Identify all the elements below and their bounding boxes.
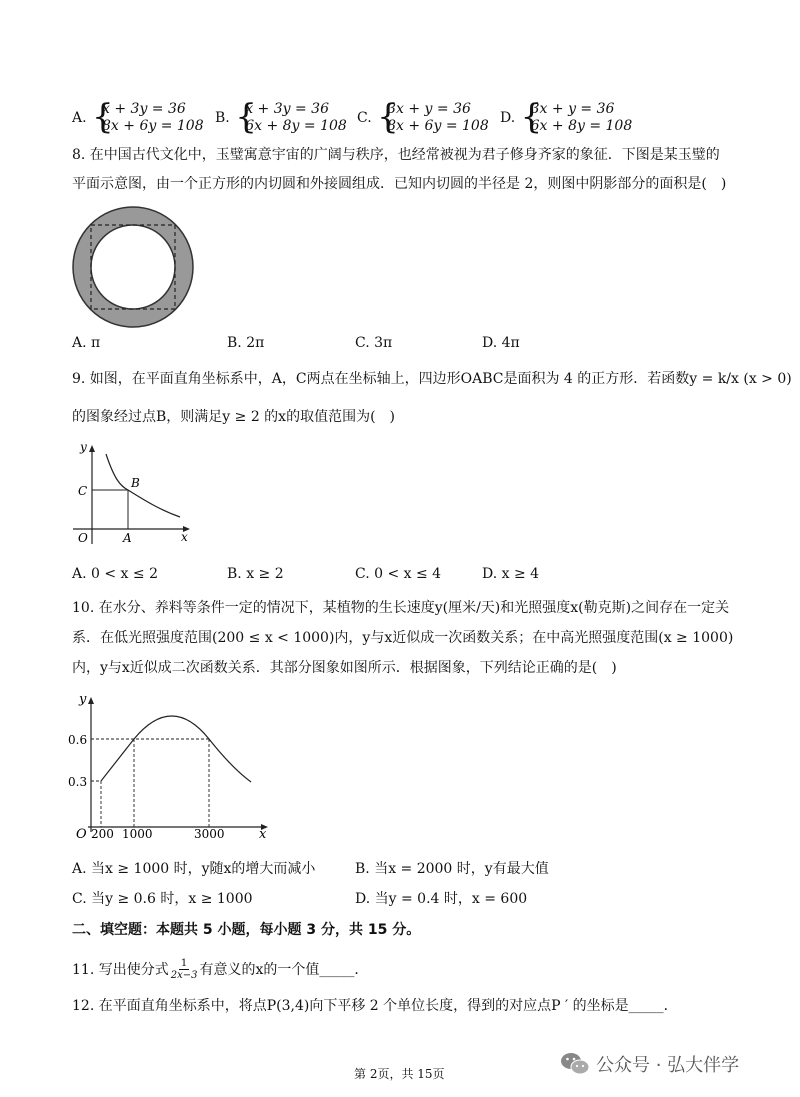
parabola-curve [134,716,251,782]
q10-option-c: C. 当y ≥ 0.6 时，x ≥ 1000 [72,891,253,907]
y-tick-03: 0.3 [68,775,88,789]
y-tick-06: 0.6 [68,733,88,747]
x-tick-200: 200 [91,827,114,840]
q9-stem-line2: 的图象经过点B，则满足y ≥ 2 的x的取值范围为( ) [72,409,396,425]
q9-graph [70,440,195,548]
jade-disc-figure [68,202,200,332]
point-a-label: A [123,531,132,545]
q10-graph [68,690,278,840]
q10-option-d: D. 当y = 0.4 时，x = 600 [355,891,528,907]
q10-stem-line2: 系．在低光照强度范围(200 ≤ x < 1000)内，y与x近似成一次函数关系；在中高光照强度范围(x ≥ 1000) [72,630,734,646]
q11 [72,958,368,981]
page-footer: 第 2页，共 15页 [354,1067,445,1081]
q8-stem-line1: 8. 在中国古代文化中，玉璧寓意宇宙的广阔与秩序，也经常被视为君子修身齐家的象征．下图是某玉璧的 [72,147,720,163]
section2-title: 二、填空题：本题共 5 小题，每小题 3 分，共 15 分。 [72,922,421,938]
equation-system: { 3x + y = 36 8x + 6y = 108 [377,101,489,135]
point-b-label: B [131,476,140,490]
q8-option-b: B. 2π [227,335,265,351]
y-label: y [80,440,87,454]
x-tick-3000: 3000 [194,827,225,840]
linear-segment [101,739,134,781]
inner-circle [91,225,175,309]
y-axis-arrow [89,445,95,452]
y-axis-arrow [88,697,94,704]
q9-option-c: C. 0 < x ≤ 4 [355,566,442,582]
x-label: x [181,530,188,544]
q8-option-c: C. 3π [355,335,393,351]
q10-option-a: A. 当x ≥ 1000 时，y随x的增大而减小 [72,861,316,877]
q7-option-c: C. { 3x + y = 36 8x + 6y = 108 [357,101,489,135]
q8-stem-line2: 平面示意图，由一个正方形的内切圆和外接圆组成．已知内切圆的半径是 2，则图中阴影部分的面积是( ) [72,176,727,192]
equation-system: { 3x + y = 36 6x + 8y = 108 [521,101,633,135]
q7-option-b: B. { x + 3y = 36 6x + 8y = 108 [215,101,347,135]
x-label: x [259,827,267,840]
q9-option-d: D. x ≥ 4 [482,566,540,582]
q9-option-b: B. x ≥ 2 [227,566,284,582]
origin-label: O [76,827,87,840]
q8-option-a: A. π [72,335,101,351]
equation-system: { x + 3y = 36 6x + 8y = 108 [235,101,347,135]
square-oabc [92,490,128,529]
hyperbola-curve [106,454,180,517]
q7-option-d: D. { 3x + y = 36 6x + 8y = 108 [500,101,632,135]
q9-stem-line1: 9. 如图，在平面直角坐标系中，A，C两点在坐标轴上，四边形OABC是面积为 4 的正方形．若函数y = k/x (x > 0) [72,371,792,387]
wechat-icon [560,1051,590,1077]
equation-system: { x + 3y = 36 8x + 6y = 108 [92,101,204,135]
q11-text-after: 有意义的x的一个值_____． [199,961,369,978]
q7-option-a: A. { x + 3y = 36 8x + 6y = 108 [72,101,204,135]
x-tick-1000: 1000 [122,827,153,840]
q11-fraction [171,958,198,981]
watermark-text: 公众号 · 弘大伴学 [596,1055,740,1076]
y-label: y [79,692,87,707]
q11-text-before: 11. 写出使分式 [72,961,169,978]
watermark [560,1051,739,1077]
fraction-numerator: 1 [180,958,188,969]
q8-option-d: D. 4π [482,335,520,351]
q9-option-a: A. 0 < x ≤ 2 [72,566,158,582]
origin-label: O [78,531,88,545]
fraction-denominator: 2x−3 [170,970,198,981]
q10-stem-line1: 10. 在水分、养料等条件一定的情况下，某植物的生长速度y(厘米/天)和光照强度x(勒克斯)之间存在一定关 [72,600,730,616]
q12: 12. 在平面直角坐标系中，将点P(3,4)向下平移 2 个单位长度，得到的对应点P ′ 的坐标是_____． [72,998,678,1014]
point-c-label: C [78,484,88,498]
q10-stem-line3: 内，y与x近似成二次函数关系．其部分图象如图所示．根据图象，下列结论正确的是( ) [72,660,617,676]
q10-option-b: B. 当x = 2000 时，y有最大值 [355,861,549,877]
